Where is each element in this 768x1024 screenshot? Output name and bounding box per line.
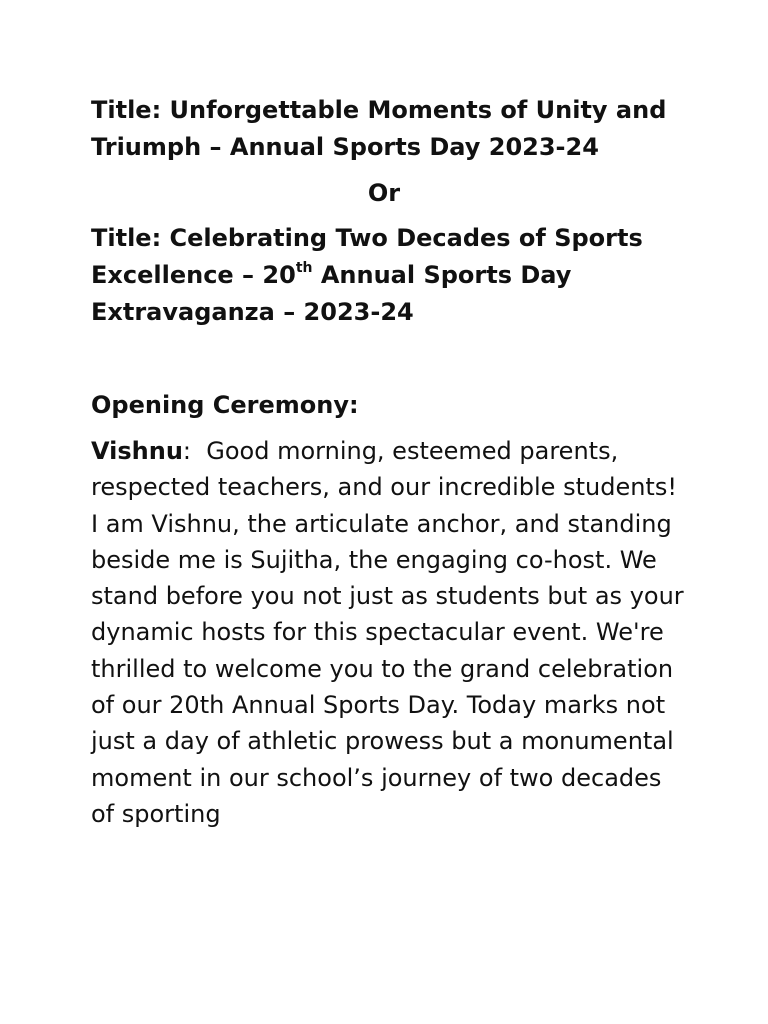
speaker-name: Vishnu <box>91 437 183 465</box>
title-two-main: Title: Celebrating Two Decades of Sports Excellence – 20 <box>91 224 643 289</box>
section-heading-opening-ceremony: Opening Ceremony: <box>91 391 359 419</box>
document-page <box>91 92 691 832</box>
title-option-one: Title: Unforgettable Moments of Unity and Triumph – Annual Sports Day 2023-24 <box>91 96 667 161</box>
speaker-separator: : <box>182 437 207 465</box>
ordinal-superscript: th <box>295 260 313 276</box>
or-separator: Or <box>367 179 401 207</box>
speech-paragraph <box>91 433 691 832</box>
title-two-rest: Annual Sports Day Extravaganza – 2023-24 <box>91 261 572 326</box>
speech-text: Good morning, esteemed parents, respected teachers, and our incredible students! I am Vishnu, the articulate anchor, and standing beside me is Sujitha, the engaging co-host. We stand before you not just as students but as your dynamic hosts for this spectacular event. We're thrilled to welcome you to the grand celebration of our 20th Annual Sports Day. Today marks not just a day of athletic prowess but a monumental moment in our school’s journey of two decades of sporting <box>91 437 684 828</box>
title-option-two <box>91 220 691 331</box>
